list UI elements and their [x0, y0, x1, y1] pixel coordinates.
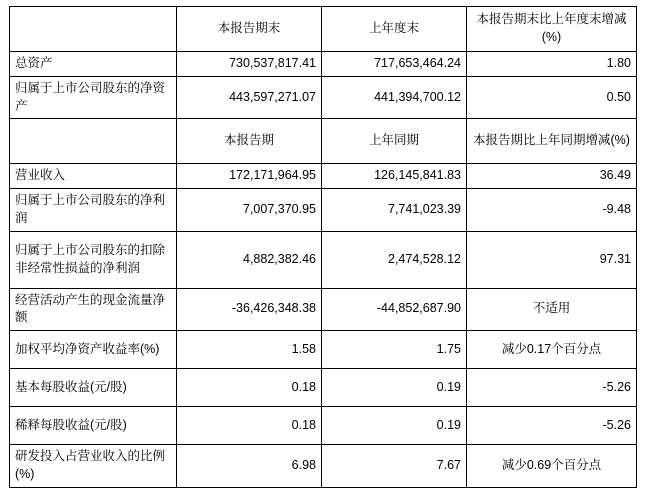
row-previous-value: 0.19	[322, 369, 467, 407]
table-row	[10, 288, 637, 331]
row-previous-value: 7,741,023.39	[322, 189, 467, 232]
row-label: 稀释每股收益(元/股)	[10, 407, 177, 445]
row-previous-value: 717,653,464.24	[322, 52, 467, 77]
table-row	[10, 231, 637, 288]
row-change-value: 97.31	[467, 231, 637, 288]
row-previous-value: 0.19	[322, 407, 467, 445]
row-change-value: -5.26	[467, 369, 637, 407]
table-row	[10, 76, 637, 119]
row-label: 加权平均净资产收益率(%)	[10, 331, 177, 369]
header-cell-reporting-period: 本报告期	[177, 119, 322, 164]
row-current-value: 6.98	[177, 445, 322, 488]
table-header-row-assets	[10, 7, 637, 52]
financial-summary-table	[9, 6, 637, 488]
row-label: 总资产	[10, 52, 177, 77]
row-previous-value: 126,145,841.83	[322, 164, 467, 189]
row-previous-value: 2,474,528.12	[322, 231, 467, 288]
row-current-value: 172,171,964.95	[177, 164, 322, 189]
row-current-value: 4,882,382.46	[177, 231, 322, 288]
row-current-value: 0.18	[177, 407, 322, 445]
row-current-value: 7,007,370.95	[177, 189, 322, 232]
row-change-value: 不适用	[467, 288, 637, 331]
row-label: 经营活动产生的现金流量净额	[10, 288, 177, 331]
row-previous-value: 441,394,700.12	[322, 76, 467, 119]
row-current-value: 1.58	[177, 331, 322, 369]
header-cell-prior-same-period: 上年同期	[322, 119, 467, 164]
table-row	[10, 52, 637, 77]
row-change-value: 36.49	[467, 164, 637, 189]
table-row	[10, 369, 637, 407]
row-label: 归属于上市公司股东的扣除非经常性损益的净利润	[10, 231, 177, 288]
row-change-value: 减少0.69个百分点	[467, 445, 637, 488]
row-change-value: -9.48	[467, 189, 637, 232]
row-change-value: 0.50	[467, 76, 637, 119]
row-change-value: 减少0.17个百分点	[467, 331, 637, 369]
header-cell-prior-year-end: 上年度末	[322, 7, 467, 52]
header-cell-blank-2	[10, 119, 177, 164]
table-row	[10, 189, 637, 232]
row-label: 营业收入	[10, 164, 177, 189]
table-row	[10, 331, 637, 369]
table-row	[10, 445, 637, 488]
row-label: 归属于上市公司股东的净利润	[10, 189, 177, 232]
table-header-row-income	[10, 119, 637, 164]
row-change-value: 1.80	[467, 52, 637, 77]
header-cell-period-end: 本报告期末	[177, 7, 322, 52]
row-previous-value: 1.75	[322, 331, 467, 369]
row-current-value: 730,537,817.41	[177, 52, 322, 77]
row-current-value: 443,597,271.07	[177, 76, 322, 119]
row-previous-value: -44,852,687.90	[322, 288, 467, 331]
header-cell-blank-1	[10, 7, 177, 52]
table-row	[10, 164, 637, 189]
header-cell-change-vs-prior-year-end: 本报告期末比上年度末增减(%)	[467, 7, 637, 52]
row-label: 基本每股收益(元/股)	[10, 369, 177, 407]
row-current-value: -36,426,348.38	[177, 288, 322, 331]
row-previous-value: 7.67	[322, 445, 467, 488]
table-row	[10, 407, 637, 445]
row-current-value: 0.18	[177, 369, 322, 407]
financial-summary-page	[0, 6, 645, 481]
row-label: 研发投入占营业收入的比例(%)	[10, 445, 177, 488]
row-change-value: -5.26	[467, 407, 637, 445]
header-cell-change-vs-prior-same-period: 本报告期比上年同期增减(%)	[467, 119, 637, 164]
row-label: 归属于上市公司股东的净资产	[10, 76, 177, 119]
